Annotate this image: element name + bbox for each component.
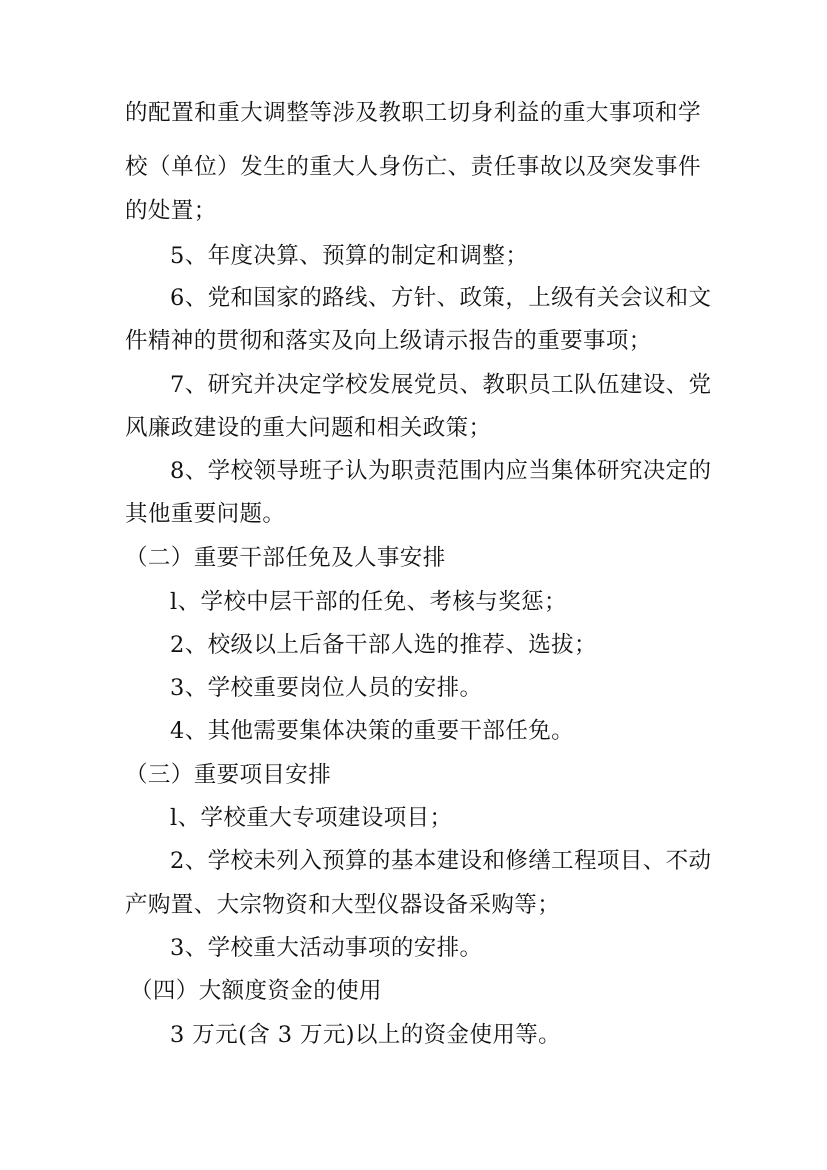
list-item: 7、研究并决定学校发展党员、教职员工队伍建设、党 — [170, 372, 712, 398]
text-line: 产购置、大宗物资和大型仪器设备采购等； — [125, 892, 561, 918]
list-item: 3、学校重要岗位人员的安排。 — [170, 675, 483, 701]
list-item: l、学校重大专项建设项目； — [170, 805, 453, 831]
list-item: 3、学校重大活动事项的安排。 — [170, 935, 483, 961]
section-heading: （二）重要干部任免及人事安排 — [125, 545, 446, 571]
section-heading: （三）重要项目安排 — [125, 762, 332, 788]
list-item: 6、党和国家的路线、方针、政策，上级有关会议和文 — [170, 285, 712, 311]
list-item: l、学校中层干部的任免、考核与奖惩； — [170, 589, 567, 615]
list-item: 2、校级以上后备干部人选的推荐、选拔； — [170, 632, 597, 658]
text-line: 校（单位）发生的重大人身伤亡、责任事故以及突发事件 — [125, 154, 701, 180]
text-line: 3 万元(含 3 万元)以上的资金使用等。 — [170, 1022, 562, 1048]
list-item: 2、学校未列入预算的基本建设和修缮工程项目、不动 — [170, 848, 712, 874]
list-item: 8、学校领导班子认为职责范围内应当集体研究决定的 — [170, 458, 712, 484]
text-line: 风廉政建设的重大问题和相关政策； — [125, 415, 492, 441]
list-item: 4、其他需要集体决策的重要干部任免。 — [170, 718, 575, 744]
list-item: 5、年度决算、预算的制定和调整； — [170, 243, 529, 269]
section-heading: （四）大额度资金的使用 — [130, 978, 382, 1004]
text-line: 的配置和重大调整等涉及教职工切身利益的重大事项和学 — [125, 100, 701, 126]
text-line: 件精神的贯彻和落实及向上级请示报告的重要事项； — [125, 328, 652, 354]
text-line: 的处置； — [125, 198, 217, 224]
text-line: 其他重要问题。 — [125, 501, 286, 527]
